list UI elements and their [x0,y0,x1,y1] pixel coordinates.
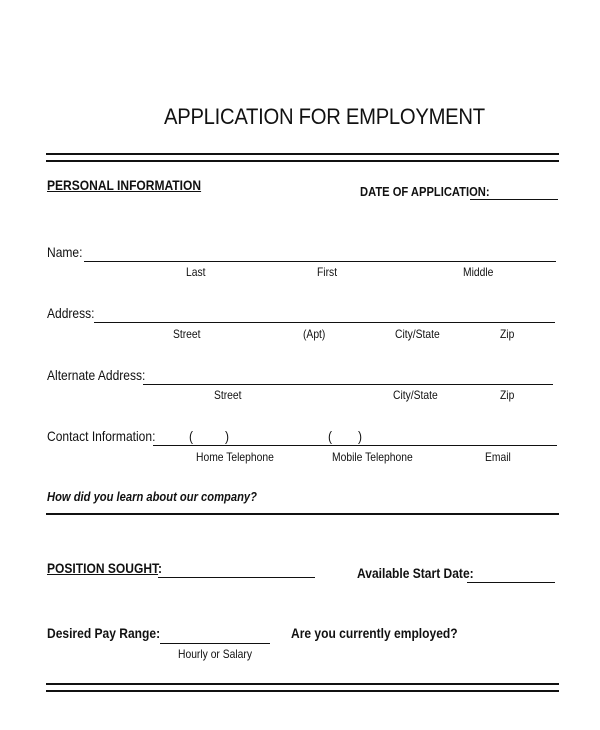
date-of-application-label: DATE OF APPLICATION: [360,184,490,199]
form-title: APPLICATION FOR EMPLOYMENT [164,104,485,129]
address-sub-apt: (Apt) [303,327,326,341]
name-field[interactable] [84,261,556,262]
address-sub-zip: Zip [500,327,515,341]
top-rule-2 [46,160,559,162]
contact-info-field[interactable] [153,445,557,446]
contact-sub-email: Email [485,450,511,464]
home-phone-paren-close: ) [225,428,230,444]
position-sought-field[interactable] [158,577,315,578]
address-sub-city-state: City/State [395,327,440,341]
pay-sub-hourly-or-salary: Hourly or Salary [178,647,252,661]
address-sub-street: Street [173,327,201,341]
contact-info-label: Contact Information: [47,428,156,444]
desired-pay-range-label: Desired Pay Range: [47,625,161,641]
currently-employed-field[interactable] [450,643,558,644]
bottom-rule-2 [46,690,559,692]
mobile-phone-paren-close: ) [358,428,363,444]
address-field[interactable] [94,322,555,323]
alt-address-sub-street: Street [214,388,242,402]
address-label: Address: [47,305,95,321]
contact-sub-home-telephone: Home Telephone [196,450,274,464]
currently-employed-label: Are you currently employed? [291,625,458,641]
mobile-phone-paren-open: ( [328,428,333,444]
alt-address-field[interactable] [143,384,553,385]
alt-address-sub-city-state: City/State [393,388,438,402]
personal-info-heading: PERSONAL INFORMATION [47,177,202,193]
alt-address-label: Alternate Address: [47,367,146,383]
position-sought-label-wrap [47,560,162,576]
contact-sub-mobile-telephone: Mobile Telephone [332,450,413,464]
bottom-rule-1 [46,683,559,685]
available-start-date-label: Available Start Date: [357,565,474,581]
name-sub-first: First [317,265,338,279]
date-of-application-field[interactable] [470,199,558,200]
learn-about-company-question: How did you learn about our company? [47,489,257,504]
alt-address-sub-zip: Zip [500,388,515,402]
position-sought-label: POSITION SOUGHT [47,560,159,576]
name-label: Name: [47,244,83,260]
home-phone-paren-open: ( [189,428,194,444]
name-sub-middle: Middle [463,265,494,279]
name-sub-last: Last [186,265,206,279]
top-rule-1 [46,153,559,155]
available-start-date-field[interactable] [467,582,555,583]
desired-pay-range-field[interactable] [160,643,270,644]
learn-about-company-field[interactable] [46,513,559,515]
position-sought-colon: : [158,560,163,576]
